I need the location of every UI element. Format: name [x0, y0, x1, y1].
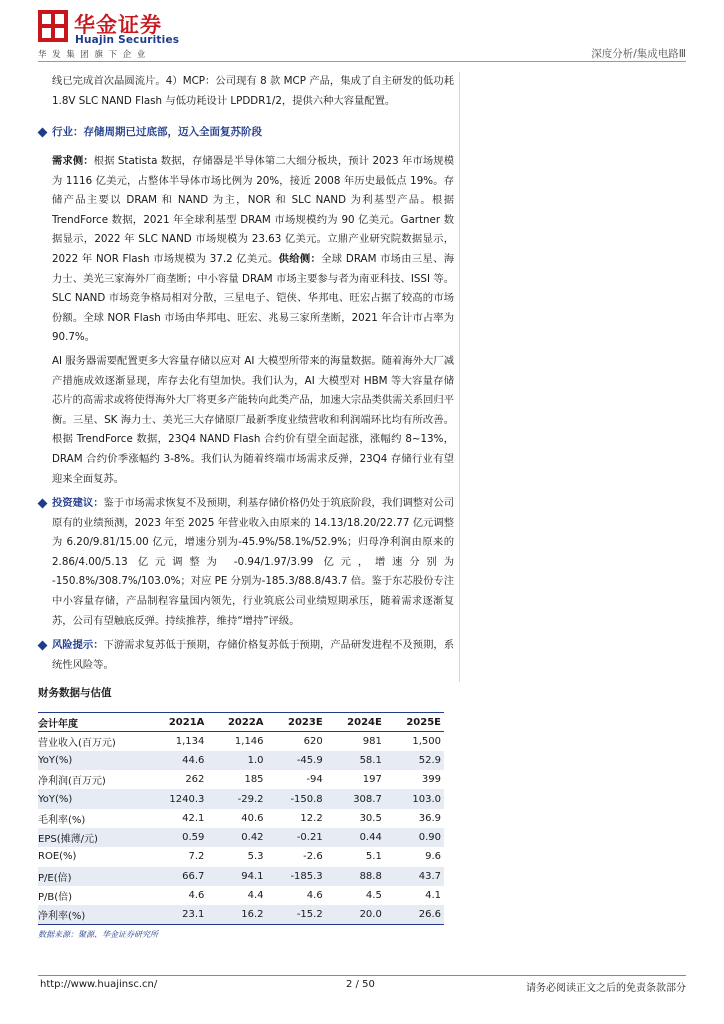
value-cell: 1,134	[175, 735, 205, 747]
table-row	[38, 789, 444, 808]
value-cell: 23.1	[148, 905, 207, 924]
table-row	[38, 770, 444, 789]
investment-advice	[38, 494, 454, 631]
value-cell: 52.9	[385, 751, 444, 770]
header-cell: 2025E	[385, 713, 444, 732]
value-cell: -2.6	[303, 851, 323, 863]
header-cell: 会计年度	[38, 713, 148, 732]
brand-slogan: 华发集团旗下企业	[38, 50, 151, 60]
value-cell: 620	[303, 735, 323, 747]
value-cell: -185.3	[267, 867, 326, 886]
sidebar-divider	[459, 72, 460, 682]
table-row	[38, 828, 444, 847]
value-cell: 1,500	[412, 735, 441, 747]
value-cell: 88.8	[326, 867, 385, 886]
value-cell: 58.1	[326, 751, 385, 770]
value-cell: 981	[362, 735, 382, 747]
investment-advice-label: 投资建议：	[52, 497, 104, 509]
row-label-cell: P/B(倍)	[38, 892, 73, 904]
header-cell: 2021A	[148, 713, 207, 732]
value-cell: -94	[306, 774, 323, 786]
value-cell: 1240.3	[148, 789, 207, 808]
value-cell: -15.2	[267, 905, 326, 924]
value-cell: 4.6	[306, 890, 323, 902]
value-cell: 4.6	[188, 890, 205, 902]
ai-server-paragraph	[38, 352, 454, 489]
value-cell: 308.7	[326, 789, 385, 808]
header-divider	[38, 61, 686, 62]
row-label-cell: YoY(%)	[38, 789, 148, 808]
page-number: 2 / 50	[346, 979, 375, 990]
row-label-cell: 净利率(%)	[38, 905, 148, 924]
huajin-logo	[38, 10, 188, 48]
value-cell: 262	[185, 774, 205, 786]
value-cell: 40.6	[241, 812, 264, 824]
value-cell: 5.1	[365, 851, 382, 863]
demand-side-text: 根据 Statista 数据，存储器是半导体第二大细分板块，预计 2023 年市场规模为 1116 亿美元，占整体半导体市场比例为 20%，接近 2008 年历史最低点 19%。存储产品主要以 DRAM 和 NAND 为主，NOR 和 SLC NAND 为利基型产品。根据 TrendForce 数据，2021 年全球利基型 DRAM 市场规模约为 90 亿美元。Gartner 数据显示，2022 年 SLC NAND 市场规模为 23.63 亿美元。立鼎产业研究院数据显示，2022 年 NOR Flash 市场规模为 37.2 亿美元。	[52, 155, 455, 265]
value-cell: 26.6	[385, 905, 444, 924]
row-label-cell: 营业收入(百万元)	[38, 737, 116, 749]
value-cell: 0.44	[326, 828, 385, 847]
value-cell: 16.2	[207, 905, 266, 924]
supply-side-label: 供给侧：	[278, 252, 322, 265]
value-cell: 44.6	[148, 751, 207, 770]
report-type: 深度分析/集成电路Ⅲ	[591, 48, 686, 60]
diamond-bullet-icon	[38, 128, 48, 138]
table-row	[38, 867, 444, 886]
table-header-row	[38, 713, 444, 732]
value-cell: 4.5	[365, 890, 382, 902]
investment-advice-bullet	[38, 494, 454, 631]
risk-warning-text: 下游需求复苏低于预期，存储价格复苏低于预期，产品研发进程不及预期，系统性风险等。	[52, 639, 455, 671]
huajin-logo-icon	[38, 10, 68, 42]
section-title-text: 行业：存储周期已过底部，迈入全面复苏阶段	[52, 126, 262, 138]
value-cell: -150.8	[267, 789, 326, 808]
diamond-bullet-icon	[38, 641, 48, 651]
supply-side-text: 全球 DRAM 市场由三星、海力士、美光三家海外厂商垄断；中小容量 DRAM 市场主要参与者为南亚科技、ISSI 等。SLC NAND 市场竞争格局相对分散，三星电子、铠侠、华邦电、旺宏占据了较高的市场份额。全球 NOR Flash 市场由华邦电、旺宏、兆易三家所垄断，2021 年合计市占率为 90.7%。	[52, 252, 455, 344]
row-label-cell: 毛利率(%)	[38, 814, 86, 826]
mcp-paragraph	[38, 72, 454, 111]
financial-table	[38, 712, 444, 925]
value-cell: 36.9	[418, 812, 441, 824]
page-header	[38, 8, 686, 66]
value-cell: 4.4	[247, 890, 264, 902]
value-cell: -45.9	[267, 751, 326, 770]
demand-side-label: 需求侧：	[52, 155, 94, 167]
value-cell: 42.1	[182, 812, 205, 824]
value-cell: 185	[244, 774, 264, 786]
demand-supply-paragraph	[38, 152, 454, 348]
value-cell: 20.0	[326, 905, 385, 924]
table-row	[38, 847, 444, 866]
row-label-cell: P/E(倍)	[38, 867, 148, 886]
table-row	[38, 751, 444, 770]
paragraph-text	[38, 152, 454, 348]
value-cell: 1.0	[207, 751, 266, 770]
footer-disclaimer: 请务必阅读正文之后的免责条款部分	[526, 983, 686, 994]
value-cell: 94.1	[207, 867, 266, 886]
value-cell: 9.6	[425, 851, 441, 863]
row-label-cell: ROE(%)	[38, 851, 77, 863]
investment-advice-text: 鉴于市场需求恢复不及预期，利基存储价格仍处于筑底阶段，我们调整对公司原有的业绩预测，2023 年至 2025 年营业收入由原来的 14.13/18.20/22.77 亿元调整为 6.20/9.81/15.00 亿元，增速分别为-45.9%/58.1%/52.9%；归母净利润由原来的 2.86/4.00/5.13 亿元调整为 -0.94/1.97/3.99 亿元，增速分别为 -150.8%/308.7%/103.0%；对应 PE 分别为-185.3/88.8/43.7 倍。鉴于东芯股份专注中小容量存储，产品制程容量国内领先，行业筑底公司业绩短期承压，随着需求逐渐复苏，公司有望触底反弹。持续推荐，维持“增持”评级。	[52, 497, 455, 627]
value-cell: 43.7	[385, 867, 444, 886]
diamond-bullet-icon	[38, 499, 48, 509]
table-row	[38, 886, 444, 905]
value-cell: 0.90	[385, 828, 444, 847]
value-cell: 197	[362, 774, 382, 786]
table-row	[38, 809, 444, 828]
paragraph-text: 线已完成首次晶圆流片。4）MCP：公司现有 8 款 MCP 产品，集成了自主研发的低功耗 1.8V SLC NAND Flash 与低功耗设计 LPDDR1/2，提供六种大容量配置。	[52, 75, 454, 107]
value-cell: -0.21	[267, 828, 326, 847]
value-cell: 4.1	[425, 890, 441, 902]
row-label-cell: YoY(%)	[38, 751, 148, 770]
value-cell: 12.2	[300, 812, 323, 824]
risk-warning-label: 风险提示：	[52, 639, 104, 651]
header-cell: 2024E	[326, 713, 385, 732]
value-cell: 0.42	[207, 828, 266, 847]
risk-warning-bullet	[38, 636, 454, 675]
value-cell: 1,146	[234, 735, 264, 747]
header-cell: 2022A	[207, 713, 266, 732]
value-cell: 66.7	[148, 867, 207, 886]
table-row	[38, 905, 444, 924]
table-body	[38, 732, 444, 925]
industry-section-heading	[38, 123, 454, 143]
risk-warning	[38, 636, 454, 675]
row-label-cell: EPS(摊薄/元)	[38, 828, 148, 847]
value-cell: -29.2	[207, 789, 266, 808]
brand-name-cn: 华金证券	[74, 13, 162, 37]
brand-name-en: Huajin Securities	[75, 34, 180, 46]
value-cell: 7.2	[188, 851, 205, 863]
section-title	[38, 123, 454, 143]
value-cell: 5.3	[247, 851, 264, 863]
value-cell: 0.59	[148, 828, 207, 847]
table-row	[38, 732, 444, 751]
paragraph-text: AI 服务器需要配置更多大容量存储以应对 AI 大模型所带来的海量数据。随着海外大厂减产措施成效逐渐显现，库存去化有望加快。我们认为，AI 大模型对 HBM 等大容量存储芯片的高需求或将使得海外大厂将更多产能转向此类产品，加速大宗品类供需关系回归平衡。三星、SK 海力士、美光三大存储原厂最新季度业绩营收和利润端环比均有所改善。根据 TrendForce 数据，23Q4 NAND Flash 合约价有望全面起涨，涨幅约 8~13%，DRAM 合约价季涨幅约 3-8%。我们认为随着终端市场需求反弹，23Q4 存储行业有望迎来全面复苏。	[52, 355, 454, 485]
value-cell: 103.0	[385, 789, 444, 808]
footer-url[interactable]: http://www.huajinsc.cn/	[40, 979, 158, 990]
header-cell: 2023E	[267, 713, 326, 732]
value-cell: 399	[421, 774, 441, 786]
footer-divider	[38, 975, 686, 976]
data-source-note: 数据来源：聚源、华金证券研究所	[38, 930, 158, 939]
row-label-cell: 净利润(百万元)	[38, 776, 106, 788]
value-cell: 30.5	[359, 812, 382, 824]
financial-table-title: 财务数据与估值	[38, 687, 112, 699]
